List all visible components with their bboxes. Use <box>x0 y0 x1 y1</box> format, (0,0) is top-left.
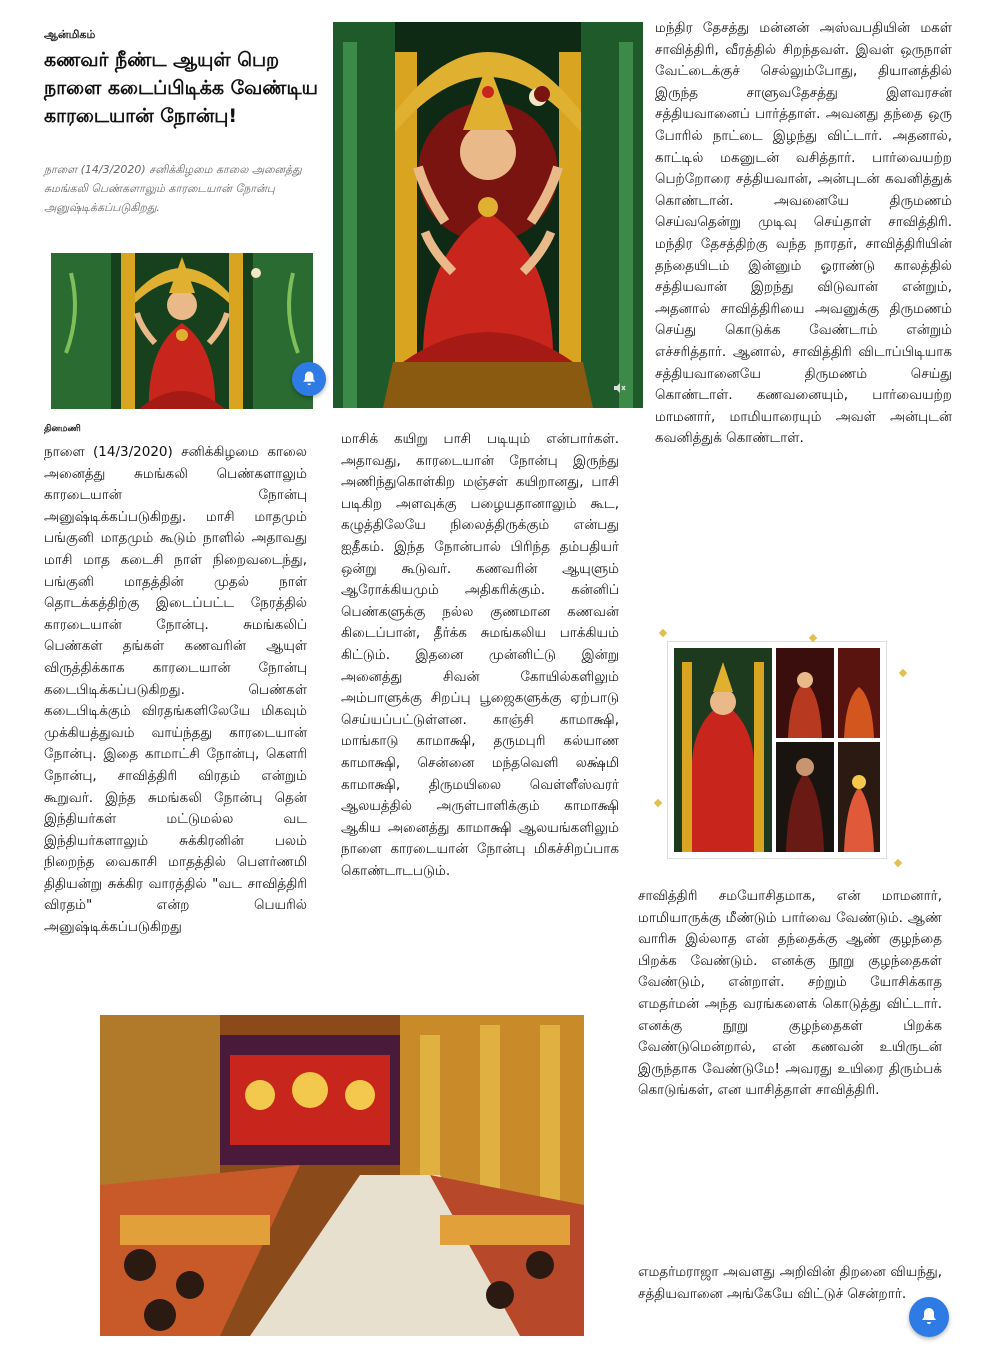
article-source: தினமணி <box>44 424 81 434</box>
goddess-kamakshi-image <box>333 22 643 408</box>
section-label: ஆன்மிகம் <box>44 28 96 41</box>
savithri-story-paragraph-3: எமதர்மராஜா அவளது அறிவின் திறனை வியந்து, சத்தியவானை அங்கேயே விட்டுச் சென்றார். <box>638 1264 942 1302</box>
notification-bell-icon[interactable] <box>292 362 326 396</box>
savithri-story-paragraph-2: சாவித்திரி சமயோசிதமாக, என் மாமனார், மாமியாருக்கு மீண்டும் பார்வை வேண்டும். ஆண் வாரிசு இல்லாத என் தந்தைக்கு ஆண் குழந்தை பிறக்க வேண்டும். எனக்கு நூறு குழந்தைகள் வேண்டும், என்றாள். சற்றும் யோசிக்காத எமதர்மன் அந்த வரங்களைக் கொடுத்து விட்டார். எனக்கு நூறு குழந்தைகள் பிறக்க வேண்டுமென்றால், என் கணவன் உயிருடன் இருந்தாக வேண்டுமே! அவரது உயிரை திரும்பக் கொடுங்கள், என யாசித்தாள் சாவித்திரி. <box>638 888 942 1099</box>
sparkle-decoration <box>899 669 907 677</box>
article-headline: கணவர் நீண்ட ஆயுள் பெற நாளை கடைப்பிடிக்க வேண்டிய காரடையான் நோன்பு! <box>44 49 318 127</box>
savithri-story-paragraph-1: மந்திர தேசத்து மன்னன் அஸ்வபதியின் மகள் சாவித்திரி, வீரத்தில் சிறந்தவள். இவள் ஒருநாள் வேட்டைக்குச் செல்லும்போது, தியானத்தில் இருந்த சாளுவதேசத்து இளவரசன் சத்தியவானைப் பார்த்தாள். அவனது தந்தை ஒரு போரில் நாட்டை இழந்து விட்டார். அதனால், காட்டில் மகனுடன் வசித்தார். பார்வையற்ற பெற்றோரை சத்தியவான், அன்புடன் கவனித்துக் கொண்டான். அவனையே திருமணம் செய்வதென்று முடிவு செய்தாள் சாவித்திரி. மந்திர தேசத்திற்கு வந்த நாரதர், சாவித்திரியின் தந்தையிடம் இன்னும் ஓராண்டு காலத்தில் சத்தியவான் இறந்து விடுவான் என்றும், அதனால் சாவித்திரியை அவனுக்கு திருமணம் செய்து கொடுக்க வேண்டாம் என்றும் எச்சரித்தார். ஆனால், சாவித்திரி விடாப்பிடியாக சத்தியவானையே திருமணம் செய்து கொண்டாள். கணவனையும், பார்வையற்ற மாமனார், மாமியாரையும் அவள் அன்புடன் கவனித்துக் கொண்டாள். <box>655 20 952 447</box>
muted-speaker-icon[interactable] <box>612 380 626 394</box>
article-body-column-2: மாசிக் கயிறு பாசி படியும் என்பார்கள். அதாவது, காரடையான் நோன்பு இருந்து அணிந்துகொள்கிற மஞ்சள் கயிறானது, பாசி படிகிற அளவுக்கு பழையதானாலும் கூட, கழுத்திலேயே நிலைத்திருக்கும் என்பது ஐதீகம். இந்த நோன்பால் பிரிந்த தம்பதியர் ஒன்று கூடுவர். கணவரின் ஆயுளும் ஆரோக்கியமும் அதிகரிக்கும். கன்னிப் பெண்களுக்கு நல்ல குணமான கணவன் கிடைப்பான், தீர்க்க சுமங்கலிய பாக்கியம் கிட்டும். இதனை முன்னிட்டு இன்று அனைத்து சிவன் கோயில்களிலும் அம்பாளுக்கு சிறப்பு பூஜைகளுக்கு ஏற்பாடு செய்யப்பட்டுள்ளன. காஞ்சி காமாக்ஷி, மாங்காடு காமாக்ஷி, தருமபுரி கல்யாண காமாக்ஷி, சென்னை மந்தவெளி லக்ஷ்மி காமாக்ஷி, திருமயிலை வெள்ளீஸ்வரர் ஆலயத்தில் அருள்பாளிக்கும் காமாக்ஷி ஆகிய அனைத்து காமாக்ஷி ஆலயங்களிலும் நாளை காரடையான் நோன்பு மிகச்சிறப்பாக கொண்டாடபடும். <box>341 431 619 879</box>
article-body-column-1: நாளை (14/3/2020) சனிக்கிழமை காலை அனைத்து சுமங்கலி பெண்களாலும் காரடையான் நோன்பு அனுஷ்டிக்கப்படுகிறது. மாசி மாதமும் பங்குனி மாதமும் கூடும் நாளில் அதாவது மாசி மாத கடைசி நாள் நிறைவடைந்து, பங்குனி மாதத்தின் முதல் நாள் தொடக்கத்திற்கு இடைப்பட்ட நேரத்தில் காரடையான் நோன்பு. சுமங்கலிப் பெண்கள் தங்கள் கணவரின் ஆயுள் விருத்திக்காக காரடையான் நோன்பு கடைபிடிக்கப்படுகிறது. பெண்கள் கடைபிடிக்கும் விரதங்களிலேயே மிகவும் முக்கியத்துவம் வாய்ந்தது காரடையான் நோன்பு. இதை காமாட்சி நோன்பு, கௌரி நோன்பு, சாவித்திரி விரதம் என்றும் கூறுவர். இந்த சுமங்கலி நோன்பு தென் இந்தியர்கள் மட்டுமல்ல வட இந்தியர்களாலும் சுக்கிரனின் பலம் நிறைந்த வைகாசி மாதத்தில் பௌர்ணமி திதியன்று சுக்கிர வாரத்தில் "வட சாவித்திரி விரதம்" என்ற பெயரில் அனுஷ்டிக்கப்படுகிறது <box>44 444 307 936</box>
sparkle-decoration <box>809 634 817 642</box>
sparkle-decoration <box>894 859 902 867</box>
temple-pooja-crowd-image <box>100 1015 584 1336</box>
sparkle-decoration <box>659 629 667 637</box>
article-subtitle: நாளை (14/3/2020) சனிக்கிழமை காலை அனைத்து சுமங்கலி பெண்களாலும் காரடையான் நோன்பு அனுஷ்டிக்கப்படுகிறது. <box>44 163 302 214</box>
sparkle-decoration <box>654 799 662 807</box>
goddess-thumbnail-image <box>51 253 313 409</box>
notification-bell-icon[interactable] <box>909 1297 949 1337</box>
goddess-collage-image <box>668 642 886 858</box>
